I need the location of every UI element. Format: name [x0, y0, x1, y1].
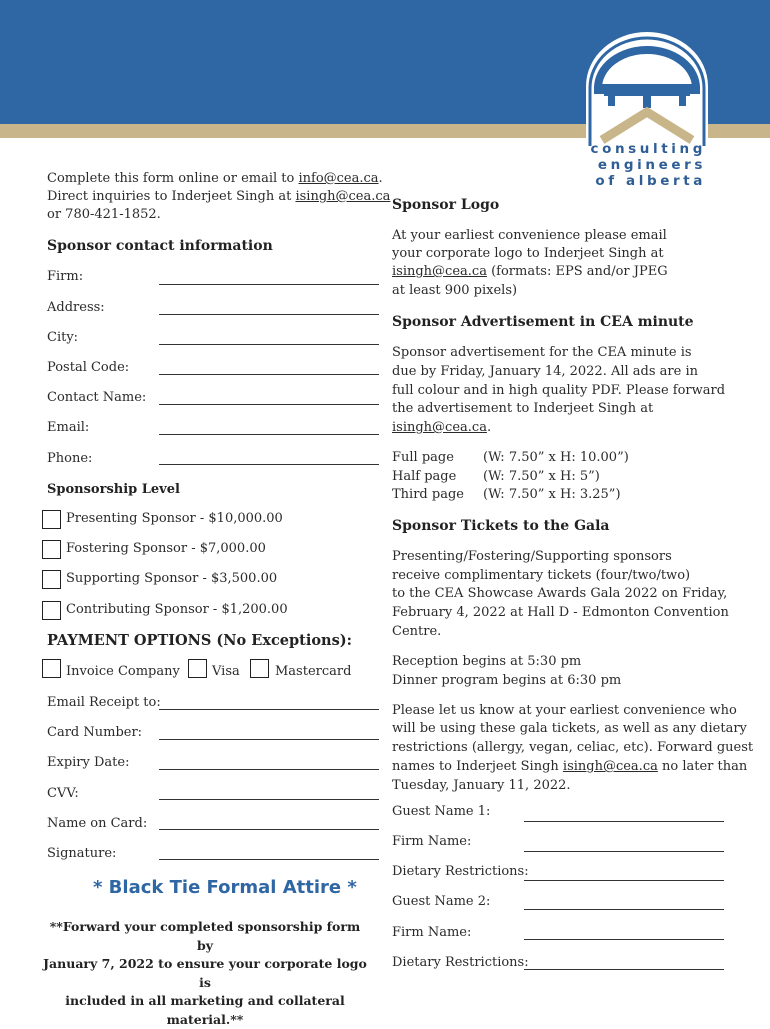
- submission-footnote: [40, 918, 370, 1029]
- postal-code-field[interactable]: [159, 374, 379, 375]
- address-label: Address:: [47, 300, 105, 315]
- firm-name-1-field[interactable]: [524, 851, 724, 852]
- contributing-sponsor-checkbox[interactable]: [42, 601, 61, 620]
- sponsor-tickets-heading: Sponsor Tickets to the Gala: [392, 518, 610, 534]
- supporting-sponsor-checkbox[interactable]: [42, 570, 61, 589]
- logo-text-line-4: at least 900 pixels): [392, 283, 518, 298]
- guest-name-2-field[interactable]: [524, 909, 724, 910]
- intro-text: Direct inquiries to Inderjeet Singh at: [47, 189, 296, 204]
- logo-line-2: engineers: [597, 157, 706, 173]
- presenting-sponsor-checkbox[interactable]: [42, 510, 61, 529]
- tickets-text-line: Presenting/Fostering/Supporting sponsors: [392, 549, 672, 564]
- tickets-text-line: receive complimentary tickets (four/two/two): [392, 568, 691, 583]
- fostering-sponsor-checkbox[interactable]: [42, 540, 61, 559]
- address-field[interactable]: [159, 314, 379, 315]
- footnote-line-2: January 7, 2022 to ensure your corporate logo is: [43, 956, 367, 990]
- sponsor-ad-heading: Sponsor Advertisement in CEA minute: [392, 314, 694, 330]
- city-label: City:: [47, 330, 79, 345]
- card-number-field[interactable]: [159, 739, 379, 740]
- city-field[interactable]: [159, 344, 379, 345]
- guest-info-text: names to Inderjeet Singh: [392, 759, 563, 774]
- phone-label: Phone:: [47, 451, 93, 466]
- intro-line-1: [47, 170, 383, 189]
- email-label: Email:: [47, 420, 90, 435]
- fostering-sponsor-label: Fostering Sponsor - $7,000.00: [66, 541, 266, 556]
- ad-text-line-1: Sponsor advertisement for the CEA minute is: [392, 345, 692, 360]
- cvv-label: CVV:: [47, 786, 79, 801]
- guest-name-1-field[interactable]: [524, 821, 724, 822]
- guest-info-text: no later than: [657, 759, 748, 774]
- guest-info-line-5: Tuesday, January 11, 2022.: [392, 778, 571, 793]
- ad-size-name: Full page: [392, 450, 454, 465]
- mastercard-checkbox[interactable]: [250, 659, 269, 678]
- ad-text-line-4: the advertisement to Inderjeet Singh at: [392, 401, 654, 416]
- firm-label: Firm:: [47, 269, 84, 284]
- dietary-2-field[interactable]: [524, 969, 724, 970]
- isingh-email-link[interactable]: isingh@cea.ca: [295, 189, 391, 204]
- dietary-2-label: Dietary Restrictions:: [392, 955, 529, 970]
- isingh-email-link[interactable]: isingh@cea.ca: [392, 264, 487, 279]
- guest-name-1-label: Guest Name 1:: [392, 804, 491, 819]
- mastercard-label: Mastercard: [275, 664, 352, 679]
- intro-text: Complete this form online or email to: [47, 171, 299, 186]
- signature-label: Signature:: [47, 846, 117, 861]
- postal-code-label: Postal Code:: [47, 360, 130, 375]
- tickets-text-line: Centre.: [392, 624, 442, 639]
- intro-text: .: [378, 171, 383, 186]
- ad-text-period: .: [486, 420, 492, 435]
- firm-name-2-field[interactable]: [524, 939, 724, 940]
- presenting-sponsor-label: Presenting Sponsor - $10,000.00: [66, 511, 283, 526]
- dietary-1-label: Dietary Restrictions:: [392, 864, 529, 879]
- ad-size-name: Third page: [392, 487, 464, 502]
- logo-line-3: of alberta: [595, 173, 706, 189]
- guest-info-line-4: [392, 758, 747, 777]
- firm-name-1-label: Firm Name:: [392, 834, 472, 849]
- dietary-1-field[interactable]: [524, 880, 724, 881]
- name-on-card-label: Name on Card:: [47, 816, 148, 831]
- footnote-line-3: included in all marketing and collateral material.**: [65, 993, 345, 1027]
- cvv-field[interactable]: [159, 799, 379, 800]
- guest-info-line-2: will be using these gala tickets, as well as any dietary: [392, 721, 747, 736]
- logo-text-line-1: At your earliest convenience please email: [392, 228, 667, 243]
- supporting-sponsor-label: Supporting Sponsor - $3,500.00: [66, 571, 278, 586]
- ad-size-dims: (W: 7.50” x H: 5”): [483, 469, 600, 484]
- cea-logo-icon: [580, 28, 714, 146]
- name-on-card-field[interactable]: [159, 829, 379, 830]
- visa-label: Visa: [212, 664, 240, 679]
- invoice-company-label: Invoice Company: [66, 664, 180, 679]
- email-receipt-field[interactable]: [159, 709, 379, 710]
- intro-line-2: [47, 188, 390, 207]
- contact-heading: Sponsor contact information: [47, 238, 273, 254]
- ad-size-name: Half page: [392, 469, 457, 484]
- sponsor-logo-heading: Sponsor Logo: [392, 197, 500, 213]
- dinner-time: Dinner program begins at 6:30 pm: [392, 673, 622, 688]
- ad-text-line-5: [392, 419, 491, 438]
- email-field[interactable]: [159, 434, 379, 435]
- card-number-label: Card Number:: [47, 725, 143, 740]
- reception-time: Reception begins at 5:30 pm: [392, 654, 582, 669]
- firm-name-2-label: Firm Name:: [392, 925, 472, 940]
- sponsorship-level-heading: Sponsorship Level: [47, 482, 180, 497]
- logo-formats-text: (formats: EPS and/or JPEG: [486, 264, 668, 279]
- isingh-email-link[interactable]: isingh@cea.ca: [392, 420, 487, 435]
- payment-options-heading: PAYMENT OPTIONS (No Exceptions):: [47, 632, 352, 649]
- isingh-email-link[interactable]: isingh@cea.ca: [562, 759, 658, 774]
- logo-text-line-3: [392, 263, 668, 282]
- info-email-link[interactable]: info@cea.ca: [298, 171, 379, 186]
- logo-line-1: consulting: [590, 141, 706, 157]
- guest-info-line-1: Please let us know at your earliest convenience who: [392, 703, 737, 718]
- tickets-text-line: to the CEA Showcase Awards Gala 2022 on Friday,: [392, 586, 728, 601]
- expiry-date-label: Expiry Date:: [47, 755, 130, 770]
- firm-field[interactable]: [159, 284, 379, 285]
- dress-code-notice: * Black Tie Formal Attire *: [93, 877, 357, 898]
- intro-line-3: or 780-421-1852.: [47, 207, 161, 222]
- contributing-sponsor-label: Contributing Sponsor - $1,200.00: [66, 602, 288, 617]
- logo-wordmark: [586, 141, 706, 189]
- tickets-text-line: February 4, 2022 at Hall D - Edmonton Convention: [392, 605, 729, 620]
- phone-field[interactable]: [159, 464, 379, 465]
- ad-text-line-3: full colour and in high quality PDF. Please forward: [392, 383, 726, 398]
- footnote-line-1: **Forward your completed sponsorship form by: [49, 919, 361, 953]
- ad-size-dims: (W: 7.50” x H: 10.00”): [483, 450, 629, 465]
- visa-checkbox[interactable]: [188, 659, 207, 678]
- logo-text-line-2: your corporate logo to Inderjeet Singh at: [392, 246, 664, 261]
- expiry-date-field[interactable]: [159, 769, 379, 770]
- guest-name-2-label: Guest Name 2:: [392, 894, 491, 909]
- signature-field[interactable]: [159, 859, 379, 860]
- ad-text-line-2: due by Friday, January 14, 2022. All ads are in: [392, 364, 699, 379]
- ad-size-dims: (W: 7.50” x H: 3.25”): [483, 487, 621, 502]
- contact-name-field[interactable]: [159, 404, 379, 405]
- contact-name-label: Contact Name:: [47, 390, 147, 405]
- email-receipt-label: Email Receipt to:: [47, 695, 161, 710]
- guest-info-line-3: restrictions (allergy, vegan, celiac, etc). Forward guest: [392, 740, 754, 755]
- invoice-company-checkbox[interactable]: [42, 659, 61, 678]
